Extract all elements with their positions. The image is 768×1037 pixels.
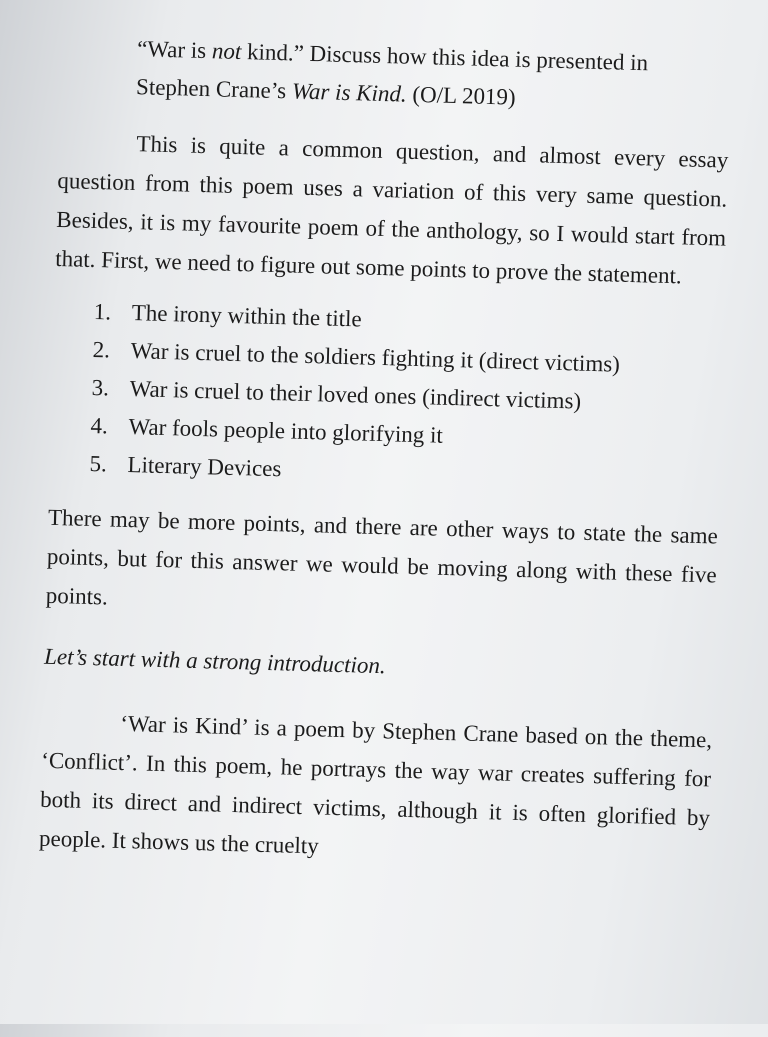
question-line-2: Stephen Crane’s War is Kind. (O/L 2019) <box>135 74 517 110</box>
emphasis-not: not <box>211 38 242 65</box>
points-list <box>89 293 724 501</box>
question-line-1: “War is not kind.” Discuss how this idea is presented in <box>136 36 649 76</box>
list-item: 5. Literary Devices <box>89 450 282 482</box>
intro-paragraph: This is quite a common question, and almost every essay question from this poem uses a variation of this very same question. Besides, it is my favourite poem of the anthology, so I would start from that. First, we need to figure out some points to prove the statement. <box>54 131 729 289</box>
essay-question <box>60 28 732 123</box>
list-item: 4. War fools people into glorifying it <box>90 412 444 448</box>
more-points-paragraph: There may be more points, and there are other ways to state the same points, but for this answer we would be moving along with these five points. <box>45 504 719 610</box>
book-page <box>38 18 732 890</box>
list-item: 1. The irony within the title <box>93 299 363 332</box>
lead-in-heading: Let’s start with a strong introduction. <box>43 643 387 679</box>
essay-paragraph: ‘War is Kind’ is a poem by Stephen Crane based on the theme, ‘Conflict’. In this poem, he portrays the way war creates suffering for both its direct and indirect victims, although it is often glorified by people. It shows us the cruelty <box>38 710 713 859</box>
list-item: 3. War is cruel to their loved ones (indirect victims) <box>91 374 582 414</box>
poem-title: War is Kind. <box>291 78 408 107</box>
list-item: 2. War is cruel to the soldiers fighting it (direct victims) <box>92 336 621 377</box>
